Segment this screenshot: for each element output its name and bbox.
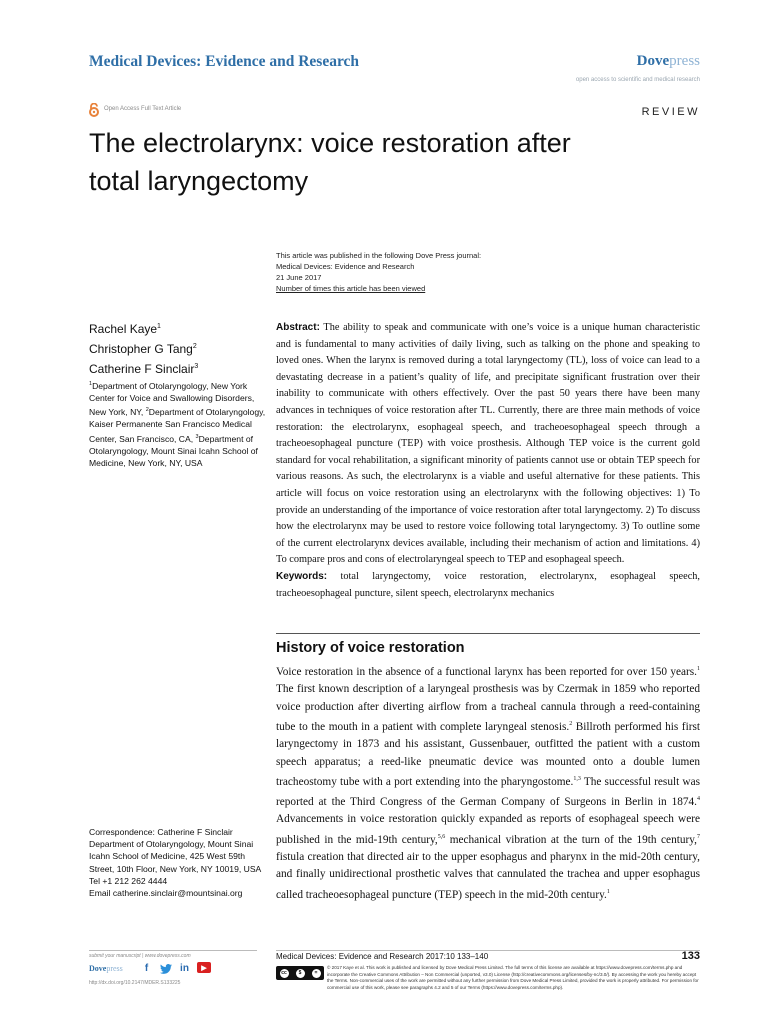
creative-commons-icon[interactable]: cc $ =	[276, 966, 324, 980]
journal-title[interactable]: Medical Devices: Evidence and Research	[89, 53, 360, 70]
affiliation-3: Department of Otolaryngology, Mount Sinai Icahn School of Medicine, New York, NY, USA	[89, 433, 258, 468]
views-link[interactable]: Number of times this article has been viewed	[276, 284, 426, 293]
publication-info	[276, 250, 481, 294]
dovepress-logo[interactable]	[637, 53, 700, 70]
citation-ref[interactable]: 2	[569, 720, 573, 727]
section-heading: History of voice restoration	[276, 640, 465, 656]
submit-manuscript-link[interactable]: submit your manuscript | www.dovepress.com	[89, 953, 191, 959]
social-links	[140, 962, 211, 975]
footer-citation: Medical Devices: Evidence and Research 2017:10 133–140	[276, 952, 489, 961]
abstract	[276, 320, 700, 602]
abstract-label: Abstract:	[276, 322, 320, 333]
section-divider	[276, 633, 700, 634]
title-line-1: The electrolarynx: voice restoration after	[89, 128, 571, 158]
twitter-icon[interactable]	[159, 962, 172, 975]
affiliations: $^1$Department of Otolaryngology, New York Center for Voice and Swallowing Disorders, New York, NY, $^2$Department of Otolaryngology, Kaiser Permanente San Francisco Medical Center, San Francisco, CA, $^3$Department of Otolaryngology, Mount Sinai Icahn School of Medicine, New York, NY, USA	[89, 380, 266, 468]
citation-ref[interactable]: 7	[697, 833, 701, 840]
correspondence	[89, 826, 269, 899]
author-2: Christopher G Tang$^2$	[89, 342, 197, 356]
page-number: 133	[681, 950, 700, 962]
open-access-label: Open Access Full Text Article	[104, 106, 182, 112]
citation-ref[interactable]: 1,3	[573, 775, 581, 782]
footer-rule	[276, 950, 700, 951]
pubinfo-date: 21 June 2017	[276, 273, 322, 282]
keywords-label: Keywords:	[276, 570, 328, 582]
article-type: REVIEW	[641, 106, 700, 118]
keywords-text: total laryngectomy, voice restoration, electrolarynx, esophageal speech, tracheoesophageal puncture, silent speech, electrolarynx mechanics	[276, 570, 700, 599]
author-1: Rachel Kaye$^1$	[89, 322, 161, 336]
article-title	[89, 124, 649, 200]
citation-ref[interactable]: 5,6	[437, 833, 446, 840]
open-access-icon	[88, 103, 100, 117]
footer-dovepress-logo[interactable]: Dovepress	[89, 964, 123, 973]
youtube-icon[interactable]: ▶	[197, 962, 211, 973]
correspondence-name: Correspondence: Catherine F Sinclair	[89, 827, 233, 837]
citation-ref[interactable]: 1	[697, 666, 700, 672]
pubinfo-line-1: This article was published in the following Dove Press journal:	[276, 251, 482, 260]
citation-ref[interactable]: 4	[697, 796, 700, 803]
affiliation-2: Department of Otolaryngology, Kaiser Permanente San Francisco Medical Center, San Francisco, CA,	[89, 407, 266, 444]
citation-ref[interactable]: 1	[606, 888, 610, 895]
logo-press: press	[669, 53, 700, 69]
author-list	[89, 318, 198, 378]
doi-link[interactable]: http://dx.doi.org/10.2147/MDER.S133225	[89, 980, 181, 986]
author-3: Catherine F Sinclair$^3$	[89, 362, 199, 376]
facebook-icon[interactable]: f	[144, 963, 149, 974]
tagline: open access to scientific and medical research	[575, 77, 700, 83]
logo-main: Dove	[636, 53, 670, 69]
license-text: © 2017 Kaye et al. This work is published and licensed by Dove Medical Press Limited. The full terms of this license are available at https://www.dovepress.com/terms.php and incorporate the Creative Commons Attribution – Non Commercial (unported, v3.0) License (http://creativecommons.org/licenses/by-nc/3.0/). By accessing the work you hereby accept the Terms. Non-commercial uses of the work are permitted without any further permission from Dove Medical Press Limited, provided the work is properly attributed. For permission for commercial use of this work, please see paragraphs 4.2 and 5 of our Terms (https://www.dovepress.com/terms.php).	[327, 965, 699, 990]
body-paragraph: Voice restoration in the absence of a functional larynx has been reported for over 150 years.$^1$ The first known description of a laryngeal prosthesis was by Czermak in 1859 who reported voice production after diverting airflow from a tracheal cannula through a reed-containing tube to the mouth in a patient with complete laryngeal stenosis.$^2$ Billroth performed his first laryngectomy in 1873 and his assistant, Gussenbauer, outfitted the patient with a custom speech apparatus; a reed-like pneumatic device was mounted onto a double lumen tracheostomy tube with a port extending into the pharyngostome.$^{1,3}$ The successful result was reported at the Third Congress of the German Company of Surgeons in Berlin in 1874.$^4$ Advancements in voice restoration quickly expanded as reports of esophageal speech were published in the mid-19th century,$^{5,6}$ mechanical vibration at the turn of the 19th century,$^7$ fistula creation that directed air to the upper esophagus and pharynx in the mid-20th century, and finally unidirectional prosthetic valves that cannulated the trachea and upper esophagus called tracheoesophageal puncture (TEP) speech in the mid-20th century.$^1$	[276, 665, 701, 901]
linkedin-icon[interactable]: in	[180, 963, 189, 974]
correspondence-phone: Tel +1 212 262 4444	[89, 875, 168, 886]
abstract-text: The ability to speak and communicate with one’s voice is a unique human characteristic and is fundamental to many activities of daily living, such as talking on the phone and speaking to loved ones. When the larynx is removed during a total laryngectomy (TL), loss of voice can lead to a devastating decrease in a patient’s quality of life, and precipitate significant frustration over their inability to communicate with others effectively. Over the past 50 years there have been many advances in techniques of voice restoration after TL. Currently, there are three main methods of voice restoration: the electrolarynx, esophageal speech, and tracheoesophageal speech through a tracheoesophageal puncture (TEP) with voice prosthesis. Although TEP voice is the current gold standard for vocal rehabilitation, a significant minority of patients cannot use or obtain TEP speech for various reasons. As such, the electrolarynx is a viable and useful alternative for these patients. This article will focus on voice restoration using an electrolarynx with the following objectives: 1) To provide an understanding of the importance of voice restoration after total laryngectomy. 2) To discuss how the electrolarynx may be used to restore voice following total laryngectomy. 3) To outline some of the current electrolarynx devices available, including their mechanism of action and limitations. 4) To compare pros and cons of electrolaryngeal speech to TEP and esophageal speech.	[276, 322, 701, 566]
title-line-2: total laryngectomy	[89, 166, 309, 196]
pubinfo-journal: Medical Devices: Evidence and Research	[276, 262, 415, 271]
correspondence-email[interactable]: Email catherine.sinclair@mountsinai.org	[89, 888, 243, 899]
footer-rule	[89, 950, 257, 951]
correspondence-address: Department of Otolaryngology, Mount Sinai Icahn School of Medicine, 425 West 59th Street, 10th Floor, New York, NY 10019, USA	[89, 839, 262, 874]
affiliation-1: Department of Otolaryngology, New York Center for Voice and Swallowing Disorders, New York, NY,	[89, 380, 255, 418]
